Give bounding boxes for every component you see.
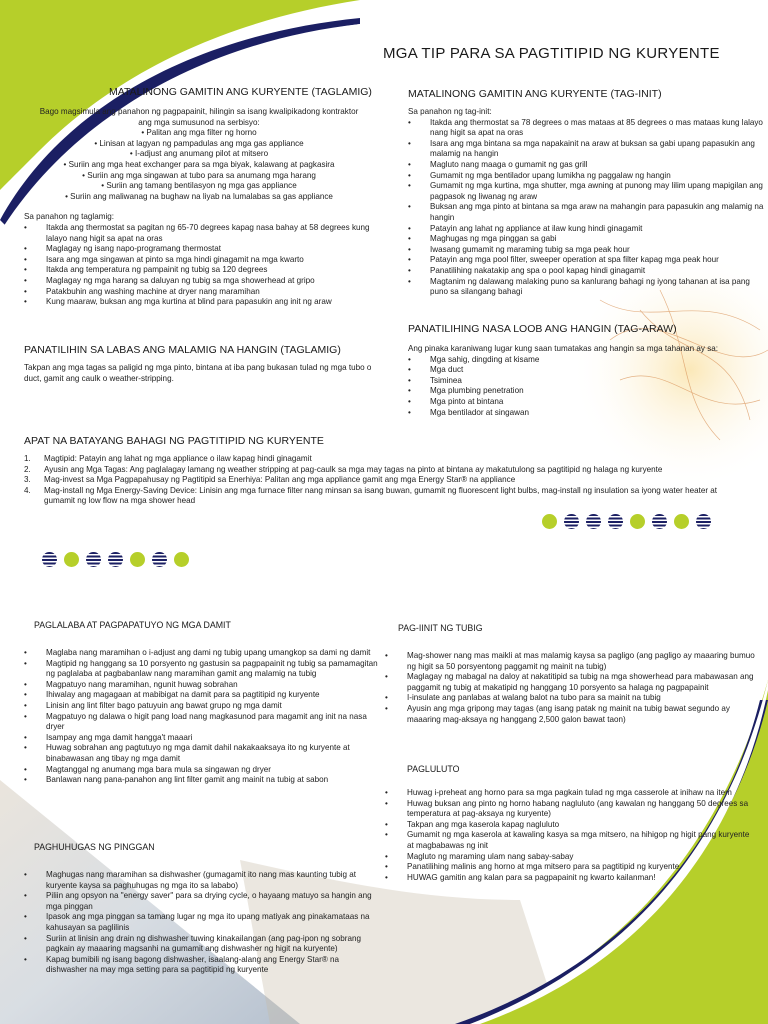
list-item: • Suriin ang mga heat exchanger para sa mga biyak, kalawang at pagkasira — [63, 159, 335, 169]
section-labas — [24, 344, 374, 384]
section-paghuhugas — [24, 842, 379, 976]
apat-list — [24, 454, 749, 507]
list-item: • Buksan ang mga pinto at bintana sa mga araw na mahangin para papasukin ang malamig na hangin — [408, 202, 768, 223]
taglamig-intro: Bago magsimula ang panahon ng pagpapainit, hilingin sa isang kwalipikadong kontraktor ang mga sumusunod na serbisyo: — [39, 107, 359, 127]
list-item: • Suriin at linisin ang drain ng dishwasher tuwing kinakailangan (ang pag-ipon ng sobrang pagkain ay maaaring magsanhi na gumamit ang dishwasher ng higit na kuryente) — [24, 934, 379, 955]
list-item: • Magpatuyo nang maramihan, ngunit huwag sobrahan — [24, 680, 379, 691]
section-pagluluto — [385, 764, 755, 883]
list-item: • Ihiwalay ang magagaan at mabibigat na damit para sa pagtitipid ng kuryente — [24, 690, 379, 701]
list-item: • Suriin ang maliwanag na bughaw na liyab na lumalabas sa gas appliance — [65, 191, 333, 201]
striped-dot — [652, 514, 667, 529]
list-item: • Patayin ang lahat ng appliance at ilaw kung hindi ginagamit — [408, 224, 768, 235]
list-item: • Magpatuyo ng dalawa o higit pang load nang magkasunod para magamit ang init na nasa dryer — [24, 712, 379, 733]
list-item: • Banlawan nang pana-panahon ang lint filter gamit ang mainit na tubig at sabon — [24, 775, 379, 786]
list-item: • Iwasang gumamit ng maraming tubig sa mga peak hour — [408, 245, 768, 256]
list-item: • Patakbuhin ang washing machine at dryer nang maramihan — [24, 287, 374, 298]
list-item: • Palitan ang mga filter ng horno — [141, 128, 257, 138]
list-item: • Patayin ang mga pool filter, sweeper operation at spa filter kapag mga peak hour — [408, 255, 768, 266]
taglamig-list — [24, 223, 374, 308]
list-item: • Piliin ang opsyon na "energy saver" para sa drying cycle, o hayaang matuyo sa hangin ang mga pinggan — [24, 891, 379, 912]
striped-dot — [108, 552, 123, 567]
paglalaba-list — [24, 648, 379, 786]
green-dot — [630, 514, 645, 529]
green-dot — [674, 514, 689, 529]
list-item: • Ipasok ang mga pinggan sa tamang lugar ng mga ito upang matiyak ang pinakamataas na kahusayan sa paglilinis — [24, 912, 379, 933]
list-item: • Mag-shower nang mas maikli at mas malamig kaysa sa pagligo (ang pagligo ay maaaring bumuo ng higit sa 50 porsyentong paggamit ng mainit na tubig) — [385, 651, 755, 672]
list-item: • Maglagay ng mga harang sa daluyan ng tubig sa mga showerhead at gripo — [24, 276, 374, 287]
list-item: • Huwag i-preheat ang horno para sa mga pagkain tulad ng mga casserole at inihaw na item — [385, 788, 755, 799]
list-item: • Huwag buksan ang pinto ng horno habang nagluluto (ang kawalan ng hanggang 50 degrees sa temperatura at pag-aksaya ng kuryente) — [385, 799, 755, 820]
list-item: • Mga pinto at bintana — [408, 397, 748, 408]
apat-heading: APAT NA BATAYANG BAHAGI NG PAGTITIPID NG KURYENTE — [24, 435, 324, 447]
section-apat — [24, 435, 749, 507]
striped-dot — [152, 552, 167, 567]
list-item: • Mga plumbing penetration — [408, 386, 748, 397]
list-item: • Tsiminea — [408, 376, 748, 387]
list-item: 1. Magtipid: Patayin ang lahat ng mga appliance o ilaw kapag hindi ginagamit — [24, 454, 312, 463]
list-item: • Takpan ang mga kaserola kapag nagluluto — [385, 820, 755, 831]
list-item: • Linisan at lagyan ng pampadulas ang mga gas appliance — [94, 138, 304, 148]
list-item: • Maglagay ng isang napo-programang thermostat — [24, 244, 374, 255]
page-title: MGA TIP PARA SA PAGTITIPID NG KURYENTE — [383, 45, 720, 62]
taginit-heading: MATALINONG GAMITIN ANG KURYENTE (TAG-INIT) — [408, 88, 662, 100]
paghuhugas-list — [24, 870, 379, 976]
paginit-heading: PAG-IINIT NG TUBIG — [398, 623, 483, 633]
list-item: 2. Ayusin ang Mga Tagas: Ang paglalagay lamang ng weather stripping at pag-caulk sa mga may tagas na pinto at bintana ay makatutulong sa pagtitipid ng halaga ng kuryente — [24, 464, 663, 474]
list-item: 4. Mag-install ng Mga Energy-Saving Device: Linisin ang mga furnace filter nang minsan sa isang buwan, gumamit ng fluorescent light bulbs, mag-install ng insulation sa iyong water heater at gumamit ng low flow na mga shower head — [24, 485, 718, 506]
section-taglamig — [24, 86, 374, 308]
section-loob — [408, 323, 748, 418]
taglamig-season-label: Sa panahon ng taglamig: — [24, 212, 114, 222]
taginit-season-label: Sa panahon ng tag-init: — [408, 107, 492, 116]
striped-dot — [586, 514, 601, 529]
green-dot — [542, 514, 557, 529]
list-item: • Isampay ang mga damit hangga't maaari — [24, 733, 379, 744]
green-dot — [64, 552, 79, 567]
list-item: • I-insulate ang panlabas at walang balot na tubo para sa mainit na tubig — [385, 693, 755, 704]
dot-row-left — [42, 552, 189, 567]
list-item: • Maghugas ng mga pinggan sa gabi — [408, 234, 768, 245]
striped-dot — [86, 552, 101, 567]
taglamig-service-list — [24, 128, 374, 202]
green-dot — [130, 552, 145, 567]
striped-dot — [564, 514, 579, 529]
list-item: • Magtipid ng hanggang sa 10 porsyento ng gastusin sa pagpapainit ng tubig sa pamamagitan ng paglalaba at pagbabanlaw nang maramihan gamit ang malamig na tubig — [24, 659, 379, 680]
list-item: • Panatilihing nakatakip ang spa o pool kapag hindi ginagamit — [408, 266, 768, 277]
section-paglalaba — [24, 620, 379, 786]
list-item: • Magtanim ng dalawang malaking puno sa kanlurang bahagi ng iyong tahanan at isa pang puno sa silangang bahagi — [408, 277, 768, 298]
list-item: • Magtanggal ng anumang mga bara mula sa singawan ng dryer — [24, 765, 379, 776]
list-item: • Linisin ang lint filter bago patuyuin ang bawat grupo ng mga damit — [24, 701, 379, 712]
list-item: • Mga duct — [408, 365, 748, 376]
list-item: • Isara ang mga singawan at pinto sa mga hindi ginagamit na mga kwarto — [24, 255, 374, 266]
paginit-list — [385, 651, 755, 725]
list-item: • Isara ang mga bintana sa mga napakainit na araw at buksan sa gabi upang papasukin ang malamig na hangin — [408, 139, 768, 160]
list-item: • I-adjust ang anumang pilot at mitsero — [129, 149, 269, 159]
striped-dot — [696, 514, 711, 529]
list-item: • Kung maaraw, buksan ang mga kurtina at blind para papasukin ang init ng araw — [24, 297, 374, 308]
list-item: • HUWAG gamitin ang kalan para sa pagpapainit ng kwarto kailanman! — [385, 873, 755, 884]
list-item: • Ayusin ang mga gripong may tagas (ang isang patak ng mainit na tubig bawat segundo ay maaaring mag-aksaya ng hanggang 2,500 galon bawat taon) — [385, 704, 755, 725]
list-item: • Magluto ng maraming ulam nang sabay-sabay — [385, 852, 755, 863]
list-item: • Kapag bumibili ng isang bagong dishwasher, isaalang-alang ang Energy Star® na dishwasher na may mga setting para sa pagtitipid ng kuryente — [24, 955, 379, 976]
list-item: • Maghugas nang maramihan sa dishwasher (gumagamit ito nang mas kaunting tubig at kuryente kaysa sa paghuhugas ng mga ito sa lababo) — [24, 870, 379, 891]
list-item: • Suriin ang mga singawan at tubo para sa anumang mga harang — [82, 170, 316, 180]
loob-heading: PANATILIHING NASA LOOB ANG HANGIN (TAG-ARAW) — [408, 323, 677, 335]
list-item: • Itakda ang thermostat sa pagitan ng 65-70 degrees kapag nasa bahay at 58 degrees kung lalayo nang higit sa apat na oras — [24, 223, 374, 244]
list-item: • Maglagay ng mabagal na daloy at nakatitipid sa tubig na mga showerhead para mabawasan ang paggamit ng tubig at makatipid ng hanggang 10 porsyento sa halaga ng pagpapainit — [385, 672, 755, 693]
list-item: • Panatilihing malinis ang horno at mga mitsero para sa pagtitipid ng kuryente — [385, 862, 755, 873]
taginit-list — [408, 118, 768, 298]
list-item: • Suriin ang tamang bentilasyon ng mga gas appliance — [101, 181, 297, 191]
section-paginit — [385, 623, 755, 725]
section-taginit — [408, 88, 768, 298]
list-item: • Mga bentilador at singawan — [408, 408, 748, 419]
labas-heading: PANATILIHIN SA LABAS ANG MALAMIG NA HANGIN (TAGLAMIG) — [24, 344, 341, 356]
dot-row-right — [542, 514, 711, 529]
list-item: • Gumamit ng mga bentilador upang lumikha ng paggalaw ng hangin — [408, 171, 768, 182]
loob-list — [408, 355, 748, 419]
pagluluto-heading: PAGLULUTO — [407, 764, 460, 774]
list-item: • Maglaba nang maramihan o i-adjust ang dami ng tubig upang umangkop sa dami ng damit — [24, 648, 379, 659]
list-item: • Itakda ang temperatura ng pampainit ng tubig sa 120 degrees — [24, 265, 374, 276]
taglamig-heading: MATALINONG GAMITIN ANG KURYENTE (TAGLAMIG) — [109, 86, 372, 98]
paglalaba-heading: PAGLALABA AT PAGPAPATUYO NG MGA DAMIT — [34, 620, 231, 630]
pagluluto-list — [385, 788, 755, 883]
list-item: • Gumamit ng mga kaserola at kawaling kasya sa mga mitsero, na hihigop ng higit pang kuryente at magbabawas ng init — [385, 830, 755, 851]
striped-dot — [42, 552, 57, 567]
green-dot — [174, 552, 189, 567]
list-item: • Gumamit ng mga kurtina, mga shutter, mga awning at punong may lilim upang mapigilan ang pagpasok ng liwanag ng araw — [408, 181, 768, 202]
paghuhugas-heading: PAGHUHUGAS NG PINGGAN — [34, 842, 155, 852]
list-item: 3. Mag-invest sa Mga Pagpapahusay ng Pagtitipid sa Enerhiya: Palitan ang mga appliance gamit ang mga Energy Star® na appliance — [24, 475, 516, 485]
list-item: • Huwag sobrahan ang pagtutuyo ng mga damit dahil nakakaaksaya ito ng kuryente at binabawasan ang tibay ng mga damit — [24, 743, 379, 764]
loob-text: Ang pinaka karaniwang lugar kung saan tumatakas ang hangin sa mga tahanan ay sa: — [408, 344, 719, 353]
list-item: • Mga sahig, dingding at kisame — [408, 355, 748, 366]
labas-text: Takpan ang mga tagas sa paligid ng mga pinto, bintana at iba pang bukasan tulad ng mga tubo o duct, gamit ang caulk o weather-stripping. — [24, 363, 372, 383]
list-item: • Magluto nang maaga o gumamit ng gas grill — [408, 160, 768, 171]
striped-dot — [608, 514, 623, 529]
list-item: • Itakda ang thermostat sa 78 degrees o mas mataas at 85 degrees o mas mataas kung lalayo nang higit sa apat na oras — [408, 118, 768, 139]
